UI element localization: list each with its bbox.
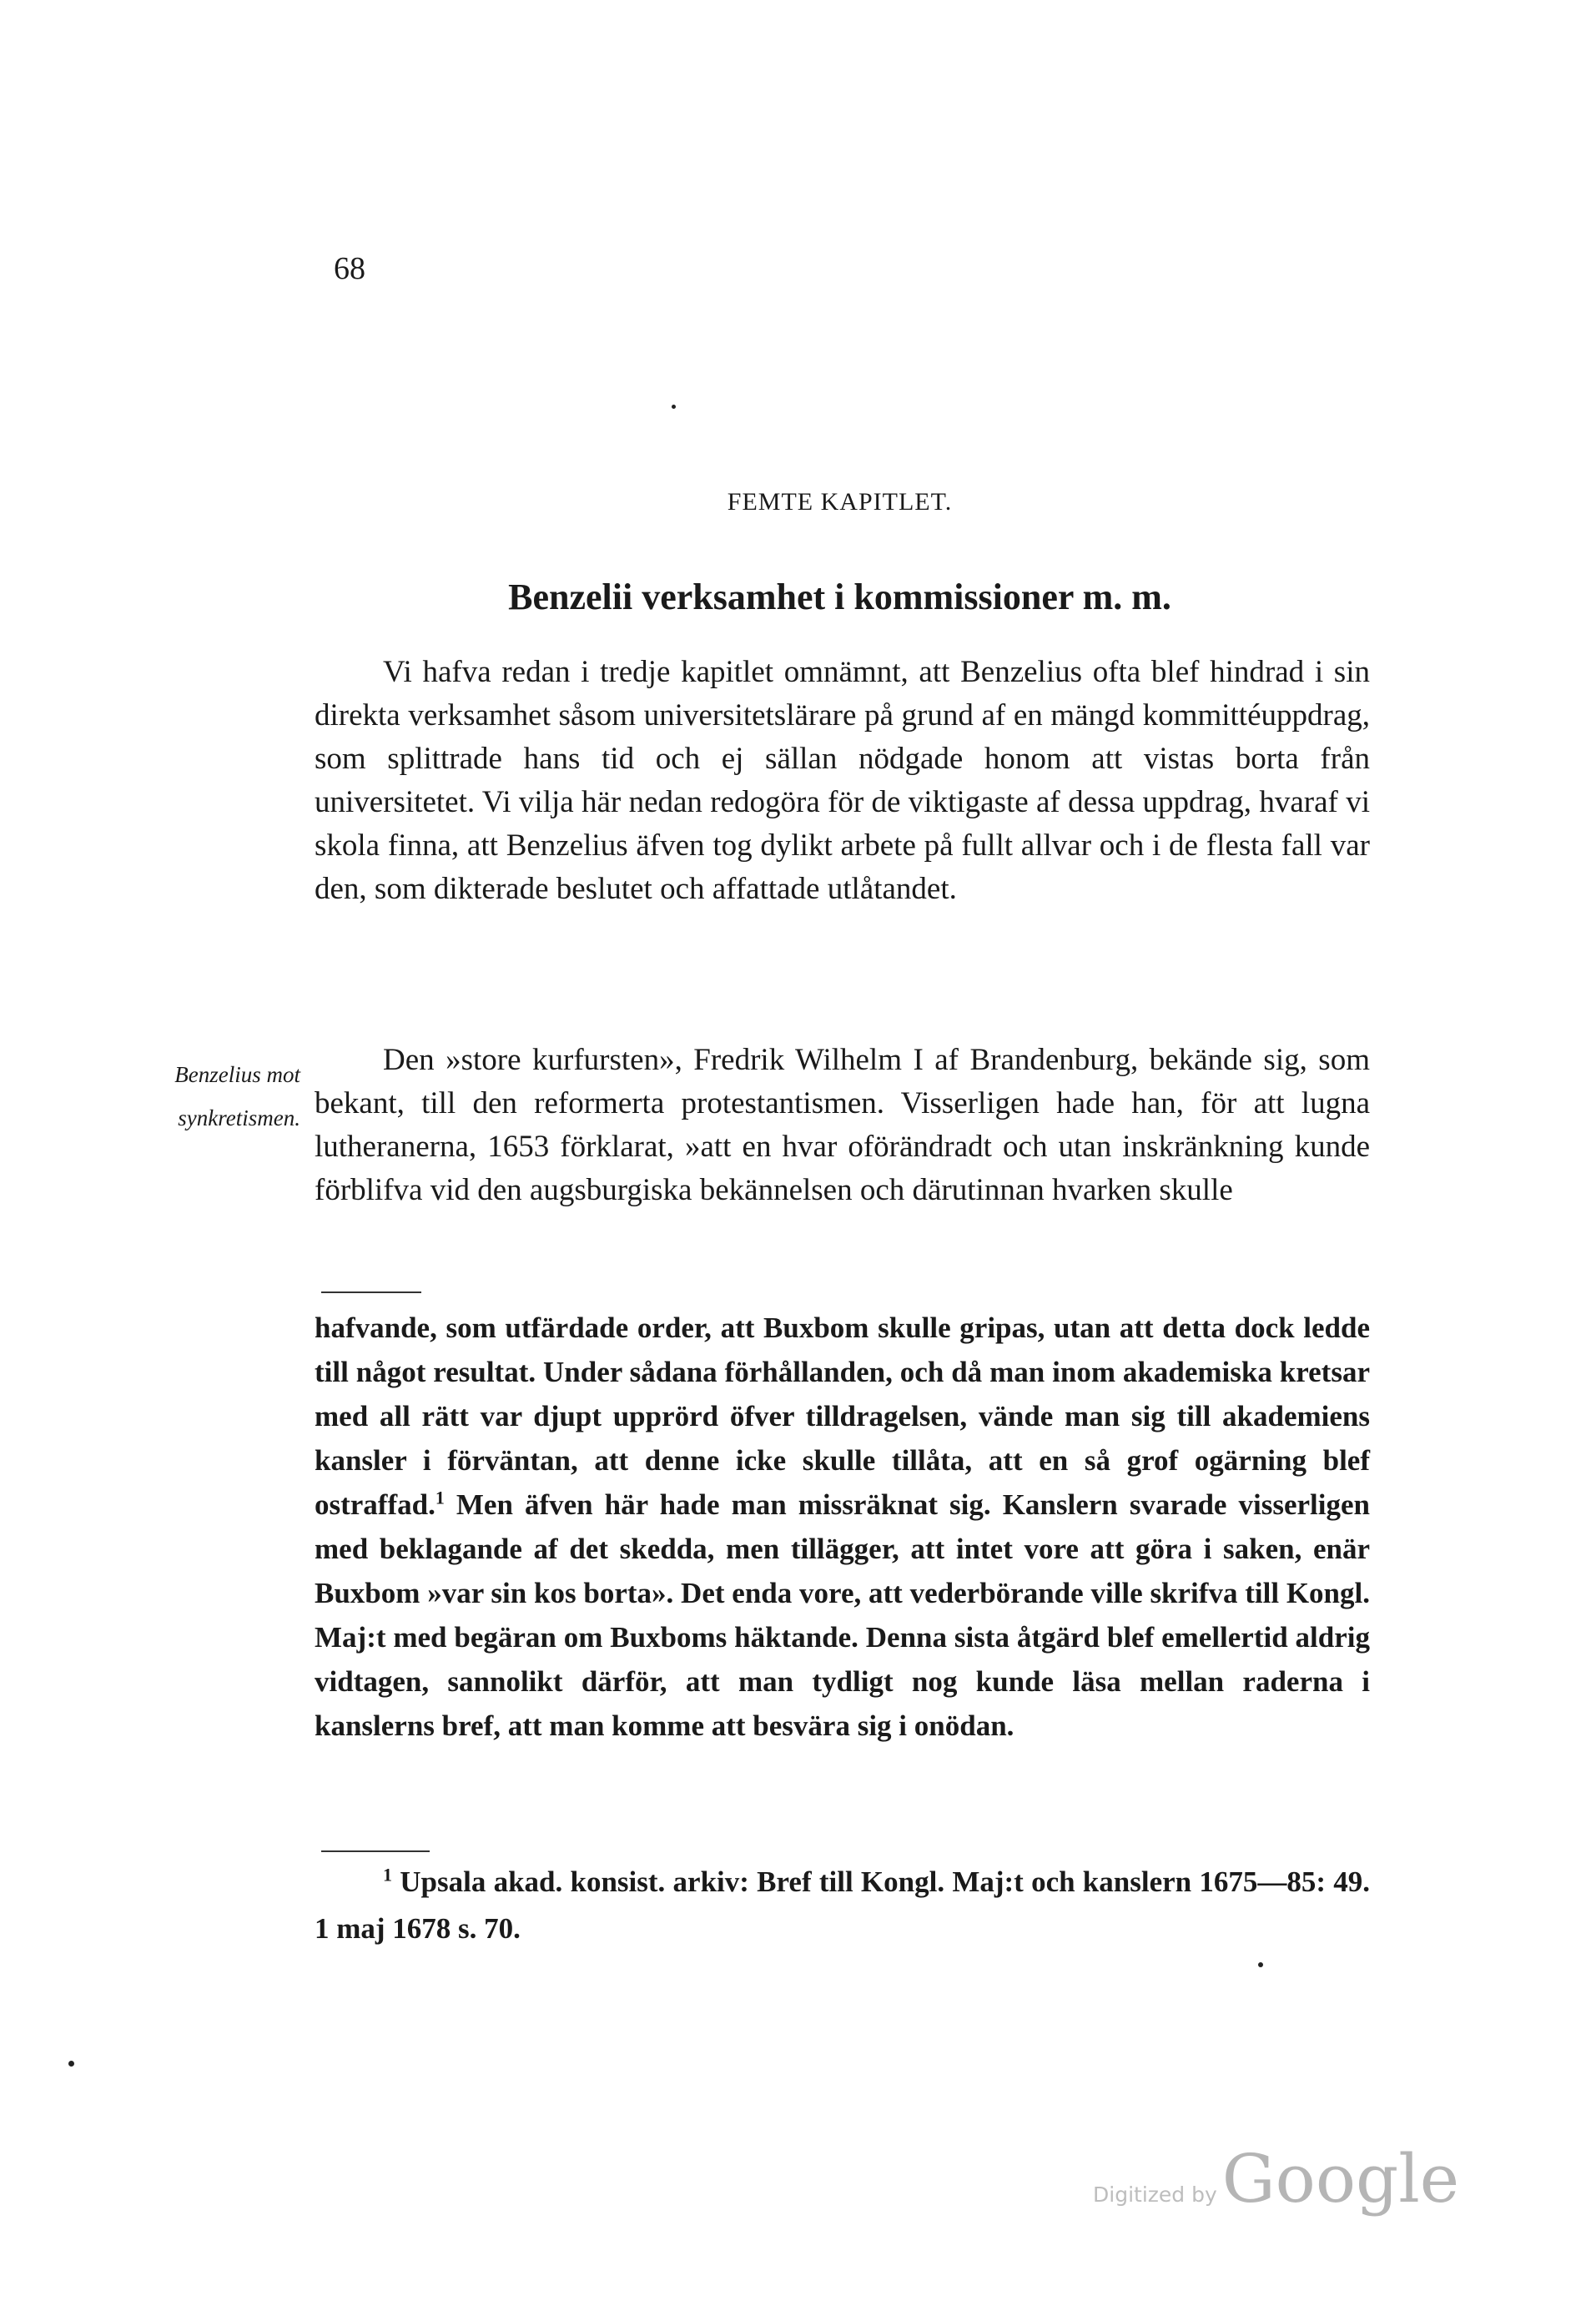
paragraph-1: Vi hafva redan i tredje kapitlet omnämnt, att Benzelius ofta blef hindrad i sin direkta verksamhet såsom universitetslärare på grund af en mängd kommittéuppdrag, som splittrade hans tid och ej sällan nödgade honom att vistas borta från universitetet. Vi vilja här nedan redogöra för de viktigaste af dessa uppdrag, hvaraf vi skola finna, att Benzelius äfven tog dylikt arbete på fullt allvar och i de flesta fall var den, som dikterade beslutet och affattade utlåtandet. (315, 655, 1370, 906)
pasted-text-block (315, 1306, 1370, 1748)
paragraph-2: Den »store kurfursten», Fredrik Wilhelm I af Brandenburg, bekände sig, som bekant, till den reformerta protestantismen. Visserligen hade han, för att lugna lutheranerna, 1653 förklarat, »att en hvar oförändradt och utan inskränkning kunde förblifva vid den augsburgiska bekännelsen och därutinnan hvarken skulle (315, 1043, 1370, 1207)
watermark-prefix: Digitized by (1093, 2183, 1217, 2207)
footnote (315, 1859, 1370, 1952)
footnote-text: Upsala akad. konsist. arkiv: Bref till Kongl. Maj:t och kanslern 1675—85: 49. 1 maj 1678 s. 70. (315, 1865, 1371, 1945)
digitized-watermark (1093, 2140, 1459, 2218)
footnote-reference: 1 (435, 1487, 445, 1508)
ink-speck (1258, 1962, 1263, 1967)
separator-rule (321, 1291, 421, 1293)
ink-speck (68, 2061, 74, 2067)
footnote-rule (321, 1850, 430, 1852)
chapter-title: Benzelii verksamhet i kommissioner m. m. (508, 576, 1171, 617)
ink-speck (672, 405, 676, 409)
pasted-text-part-2: Men äfven här hade man missräknat sig. Kanslern svarade visserligen med beklagande af det skedda, men tillägger, att intet vore att göra i saken, enär Buxbom »var sin kos borta». Det enda vore, att vederbörande ville skrifva till Kongl. Maj:t med begäran om Buxboms häktande. Denna sista åtgärd blef emellertid aldrig vidtagen, sannolikt därför, att man tydligt nog kunde läsa mellan raderna i kanslerns bref, att man komme att besvära sig i onödan. (315, 1488, 1370, 1742)
page-number: 68 (334, 251, 365, 286)
chapter-heading: FEMTE KAPITLET. (727, 488, 953, 516)
pasted-text-part-1: hafvande, som utfärdade order, att Buxbom skulle gripas, utan att detta dock ledde till något resultat. Under sådana förhållanden, och då man inom akademiska kretsar med all rätt var djupt upprörd öfver tilldragelsen, vände man sig till akademiens kansler i förväntan, att denne icke skulle tillåta, att en så grof ogärning blef ostraffad. (315, 1312, 1370, 1521)
footnote-mark: 1 (383, 1864, 392, 1885)
google-logo: Google (1221, 2140, 1460, 2218)
margin-note: Benzelius mot synkretismen. (174, 1062, 300, 1130)
